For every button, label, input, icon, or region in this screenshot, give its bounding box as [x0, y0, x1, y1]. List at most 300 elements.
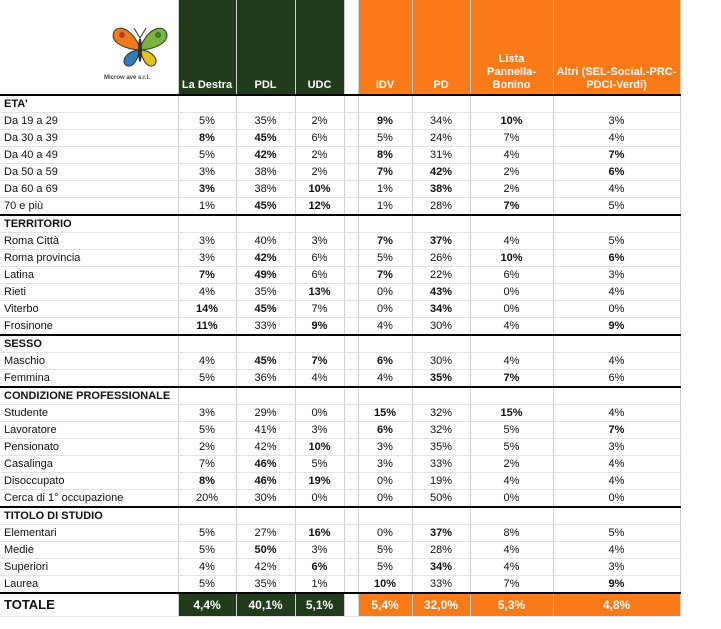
column-gap — [344, 147, 358, 164]
column-gap — [344, 215, 358, 233]
empty-cell — [295, 387, 344, 405]
total-value: 32,0% — [412, 593, 470, 617]
table-row — [0, 130, 680, 147]
value-cell: 2% — [295, 147, 344, 164]
empty-cell — [553, 507, 680, 525]
value-cell: 43% — [412, 284, 470, 301]
value-cell: 5% — [178, 576, 236, 594]
column-gap — [344, 318, 358, 336]
col-header-pdl: PDL — [236, 0, 295, 95]
value-cell: 3% — [178, 181, 236, 198]
value-cell: 42% — [236, 147, 295, 164]
row-label: Casalinga — [0, 456, 178, 473]
column-gap — [344, 113, 358, 130]
column-gap — [344, 95, 358, 113]
column-gap — [344, 164, 358, 181]
value-cell: 28% — [412, 198, 470, 216]
value-cell: 6% — [553, 250, 680, 267]
value-cell: 6% — [553, 164, 680, 181]
section-title: CONDIZIONE PROFESSIONALE — [0, 387, 178, 405]
value-cell: 6% — [358, 422, 412, 439]
empty-cell — [295, 507, 344, 525]
value-cell: 7% — [358, 233, 412, 250]
value-cell: 4% — [553, 542, 680, 559]
empty-cell — [412, 215, 470, 233]
value-cell: 35% — [412, 439, 470, 456]
value-cell: 38% — [236, 181, 295, 198]
logo-cell — [0, 0, 178, 95]
column-gap — [344, 456, 358, 473]
value-cell: 35% — [236, 113, 295, 130]
row-label: Viterbo — [0, 301, 178, 318]
total-value: 4,8% — [553, 593, 680, 617]
value-cell: 34% — [412, 301, 470, 318]
value-cell: 0% — [358, 490, 412, 508]
column-gap — [344, 559, 358, 576]
value-cell: 4% — [358, 318, 412, 336]
column-gap — [344, 130, 358, 147]
column-gap — [344, 473, 358, 490]
value-cell: 0% — [553, 301, 680, 318]
value-cell: 50% — [412, 490, 470, 508]
value-cell: 45% — [236, 301, 295, 318]
value-cell: 4% — [553, 284, 680, 301]
value-cell: 0% — [470, 301, 553, 318]
empty-cell — [470, 335, 553, 353]
value-cell: 1% — [358, 181, 412, 198]
value-cell: 4% — [470, 147, 553, 164]
value-cell: 41% — [236, 422, 295, 439]
value-cell: 5% — [553, 198, 680, 216]
value-cell: 3% — [295, 422, 344, 439]
empty-cell — [178, 507, 236, 525]
value-cell: 15% — [470, 405, 553, 422]
empty-cell — [178, 215, 236, 233]
value-cell: 4% — [470, 353, 553, 370]
row-label: Studente — [0, 405, 178, 422]
empty-cell — [178, 387, 236, 405]
empty-cell — [236, 95, 295, 113]
value-cell: 4% — [178, 284, 236, 301]
empty-cell — [412, 335, 470, 353]
value-cell: 30% — [412, 353, 470, 370]
empty-cell — [358, 507, 412, 525]
value-cell: 28% — [412, 542, 470, 559]
value-cell: 24% — [412, 130, 470, 147]
table-row — [0, 473, 680, 490]
value-cell: 12% — [295, 198, 344, 216]
column-gap — [344, 525, 358, 542]
empty-cell — [553, 95, 680, 113]
value-cell: 4% — [470, 318, 553, 336]
table-row — [0, 113, 680, 130]
value-cell: 5% — [178, 525, 236, 542]
value-cell: 37% — [412, 525, 470, 542]
value-cell: 37% — [412, 233, 470, 250]
value-cell: 3% — [553, 113, 680, 130]
value-cell: 4% — [470, 559, 553, 576]
value-cell: 7% — [358, 164, 412, 181]
row-label: Cerca di 1° occupazione — [0, 490, 178, 508]
value-cell: 7% — [178, 456, 236, 473]
table-row — [0, 233, 680, 250]
value-cell: 7% — [470, 130, 553, 147]
row-label: Roma Città — [0, 233, 178, 250]
value-cell: 5% — [470, 439, 553, 456]
column-gap — [344, 353, 358, 370]
value-cell: 22% — [412, 267, 470, 284]
value-cell: 5% — [470, 422, 553, 439]
total-value: 5,3% — [470, 593, 553, 617]
table-row — [0, 370, 680, 388]
value-cell: 0% — [553, 490, 680, 508]
value-cell: 29% — [236, 405, 295, 422]
value-cell: 9% — [553, 318, 680, 336]
row-label: Da 40 a 49 — [0, 147, 178, 164]
value-cell: 49% — [236, 267, 295, 284]
column-gap — [344, 439, 358, 456]
empty-cell — [295, 335, 344, 353]
value-cell: 2% — [470, 456, 553, 473]
total-label: TOTALE — [0, 593, 178, 617]
row-label: Femmina — [0, 370, 178, 388]
empty-cell — [553, 387, 680, 405]
column-gap — [344, 250, 358, 267]
value-cell: 5% — [178, 147, 236, 164]
table-row — [0, 456, 680, 473]
empty-cell — [553, 215, 680, 233]
value-cell: 1% — [178, 198, 236, 216]
value-cell: 14% — [178, 301, 236, 318]
empty-cell — [412, 387, 470, 405]
col-header-pd: PD — [412, 0, 470, 95]
value-cell: 3% — [553, 267, 680, 284]
value-cell: 10% — [358, 576, 412, 594]
value-cell: 11% — [178, 318, 236, 336]
value-cell: 5% — [295, 456, 344, 473]
value-cell: 38% — [236, 164, 295, 181]
value-cell: 8% — [470, 525, 553, 542]
empty-cell — [178, 335, 236, 353]
table-row — [0, 405, 680, 422]
value-cell: 33% — [412, 576, 470, 594]
column-gap — [344, 490, 358, 508]
table-row — [0, 439, 680, 456]
empty-cell — [295, 95, 344, 113]
value-cell: 7% — [295, 301, 344, 318]
col-header-lista-pannella-bonino: Lista Pannella- Bonino — [470, 0, 553, 95]
value-cell: 42% — [236, 559, 295, 576]
value-cell: 30% — [236, 490, 295, 508]
value-cell: 0% — [358, 284, 412, 301]
empty-cell — [236, 507, 295, 525]
section-header-row — [0, 95, 680, 113]
value-cell: 7% — [470, 576, 553, 594]
value-cell: 3% — [295, 233, 344, 250]
column-gap — [344, 233, 358, 250]
value-cell: 9% — [553, 576, 680, 594]
table-row — [0, 318, 680, 336]
value-cell: 4% — [553, 473, 680, 490]
table-row — [0, 147, 680, 164]
row-label: Medie — [0, 542, 178, 559]
section-header-row — [0, 507, 680, 525]
value-cell: 2% — [295, 113, 344, 130]
row-label: Da 50 a 59 — [0, 164, 178, 181]
value-cell: 0% — [295, 405, 344, 422]
empty-cell — [470, 95, 553, 113]
value-cell: 5% — [358, 130, 412, 147]
table-row — [0, 422, 680, 439]
value-cell: 3% — [553, 559, 680, 576]
empty-cell — [470, 507, 553, 525]
value-cell: 42% — [236, 439, 295, 456]
row-label: Frosinone — [0, 318, 178, 336]
row-label: Roma provincia — [0, 250, 178, 267]
value-cell: 1% — [358, 198, 412, 216]
value-cell: 2% — [470, 164, 553, 181]
value-cell: 26% — [412, 250, 470, 267]
col-header-altri: Altri (SEL-Social.-PRC- PDCI-Verdi) — [553, 0, 680, 95]
col-header-udc: UDC — [295, 0, 344, 95]
column-gap — [344, 284, 358, 301]
section-title: TITOLO DI STUDIO — [0, 507, 178, 525]
table-row — [0, 181, 680, 198]
section-title: TERRITORIO — [0, 215, 178, 233]
total-value: 5,4% — [358, 593, 412, 617]
table-row — [0, 576, 680, 594]
value-cell: 45% — [236, 353, 295, 370]
value-cell: 4% — [553, 456, 680, 473]
row-label: Pensionato — [0, 439, 178, 456]
table-row — [0, 164, 680, 181]
empty-cell — [236, 335, 295, 353]
value-cell: 13% — [295, 284, 344, 301]
value-cell: 6% — [295, 130, 344, 147]
value-cell: 5% — [358, 559, 412, 576]
value-cell: 4% — [553, 130, 680, 147]
value-cell: 4% — [178, 353, 236, 370]
column-gap — [344, 542, 358, 559]
table-row — [0, 525, 680, 542]
table-row — [0, 353, 680, 370]
value-cell: 7% — [295, 353, 344, 370]
column-gap — [344, 405, 358, 422]
value-cell: 4% — [553, 353, 680, 370]
table-row — [0, 559, 680, 576]
value-cell: 4% — [470, 233, 553, 250]
section-header-row — [0, 387, 680, 405]
total-value: 4,4% — [178, 593, 236, 617]
value-cell: 45% — [236, 198, 295, 216]
value-cell: 9% — [358, 113, 412, 130]
value-cell: 4% — [553, 181, 680, 198]
value-cell: 9% — [295, 318, 344, 336]
value-cell: 0% — [295, 490, 344, 508]
col-header-idv: IDV — [358, 0, 412, 95]
value-cell: 2% — [470, 181, 553, 198]
empty-cell — [358, 335, 412, 353]
row-label: 70 e più — [0, 198, 178, 216]
row-label: Elementari — [0, 525, 178, 542]
value-cell: 19% — [412, 473, 470, 490]
column-gap — [344, 370, 358, 388]
value-cell: 42% — [236, 250, 295, 267]
column-gap — [344, 576, 358, 594]
value-cell: 3% — [358, 439, 412, 456]
value-cell: 16% — [295, 525, 344, 542]
value-cell: 6% — [295, 267, 344, 284]
value-cell: 3% — [178, 164, 236, 181]
value-cell: 40% — [236, 233, 295, 250]
row-label: Da 30 a 39 — [0, 130, 178, 147]
value-cell: 5% — [553, 233, 680, 250]
empty-cell — [358, 95, 412, 113]
value-cell: 7% — [553, 147, 680, 164]
header-row — [0, 0, 680, 95]
row-label: Lavoratore — [0, 422, 178, 439]
value-cell: 3% — [178, 250, 236, 267]
value-cell: 36% — [236, 370, 295, 388]
column-gap — [344, 181, 358, 198]
value-cell: 42% — [412, 164, 470, 181]
value-cell: 5% — [178, 113, 236, 130]
empty-cell — [412, 507, 470, 525]
value-cell: 2% — [295, 164, 344, 181]
column-gap — [344, 301, 358, 318]
value-cell: 20% — [178, 490, 236, 508]
column-gap — [344, 0, 358, 95]
column-gap — [344, 335, 358, 353]
section-header-row — [0, 215, 680, 233]
value-cell: 1% — [295, 576, 344, 594]
value-cell: 4% — [553, 405, 680, 422]
value-cell: 10% — [295, 181, 344, 198]
value-cell: 8% — [358, 147, 412, 164]
section-header-row — [0, 335, 680, 353]
value-cell: 4% — [178, 559, 236, 576]
value-cell: 0% — [358, 473, 412, 490]
section-title: SESSO — [0, 335, 178, 353]
section-title: ETA' — [0, 95, 178, 113]
total-value: 5,1% — [295, 593, 344, 617]
value-cell: 5% — [178, 422, 236, 439]
value-cell: 6% — [358, 353, 412, 370]
empty-cell — [553, 335, 680, 353]
value-cell: 32% — [412, 422, 470, 439]
column-gap — [344, 507, 358, 525]
value-cell: 7% — [470, 370, 553, 388]
value-cell: 6% — [295, 559, 344, 576]
value-cell: 35% — [236, 576, 295, 594]
value-cell: 3% — [178, 405, 236, 422]
value-cell: 38% — [412, 181, 470, 198]
empty-cell — [358, 387, 412, 405]
value-cell: 3% — [295, 542, 344, 559]
value-cell: 6% — [470, 267, 553, 284]
value-cell: 6% — [295, 250, 344, 267]
value-cell: 0% — [470, 284, 553, 301]
row-label: Maschio — [0, 353, 178, 370]
column-gap — [344, 593, 358, 617]
column-gap — [344, 387, 358, 405]
value-cell: 5% — [553, 525, 680, 542]
table-row — [0, 542, 680, 559]
value-cell: 35% — [412, 370, 470, 388]
value-cell: 4% — [295, 370, 344, 388]
logo-text: Microw ave s.r.l. — [104, 75, 151, 81]
value-cell: 34% — [412, 559, 470, 576]
value-cell: 5% — [178, 370, 236, 388]
value-cell: 3% — [178, 233, 236, 250]
value-cell: 7% — [553, 422, 680, 439]
value-cell: 50% — [236, 542, 295, 559]
value-cell: 34% — [412, 113, 470, 130]
empty-cell — [358, 215, 412, 233]
row-label: Rieti — [0, 284, 178, 301]
value-cell: 3% — [358, 456, 412, 473]
empty-cell — [470, 387, 553, 405]
value-cell: 7% — [178, 267, 236, 284]
table-row — [0, 198, 680, 216]
value-cell: 4% — [358, 370, 412, 388]
row-label: Da 19 a 29 — [0, 113, 178, 130]
value-cell: 4% — [470, 473, 553, 490]
value-cell: 45% — [236, 130, 295, 147]
empty-cell — [295, 215, 344, 233]
value-cell: 10% — [470, 250, 553, 267]
table-row — [0, 301, 680, 318]
value-cell: 8% — [178, 473, 236, 490]
total-row — [0, 593, 680, 617]
value-cell: 4% — [470, 542, 553, 559]
value-cell: 33% — [236, 318, 295, 336]
value-cell: 8% — [178, 130, 236, 147]
value-cell: 0% — [470, 490, 553, 508]
table-row — [0, 284, 680, 301]
column-gap — [344, 422, 358, 439]
empty-cell — [470, 215, 553, 233]
row-label: Laurea — [0, 576, 178, 594]
value-cell: 5% — [358, 542, 412, 559]
value-cell: 30% — [412, 318, 470, 336]
row-label: Da 60 a 69 — [0, 181, 178, 198]
empty-cell — [236, 387, 295, 405]
value-cell: 7% — [358, 267, 412, 284]
value-cell: 35% — [236, 284, 295, 301]
value-cell: 19% — [295, 473, 344, 490]
col-header-la-destra: La Destra — [178, 0, 236, 95]
empty-cell — [178, 95, 236, 113]
row-label: Latina — [0, 267, 178, 284]
table-row — [0, 250, 680, 267]
value-cell: 46% — [236, 456, 295, 473]
value-cell: 27% — [236, 525, 295, 542]
value-cell: 0% — [358, 525, 412, 542]
value-cell: 10% — [295, 439, 344, 456]
row-label: Superiori — [0, 559, 178, 576]
value-cell: 3% — [553, 439, 680, 456]
value-cell: 31% — [412, 147, 470, 164]
value-cell: 5% — [178, 542, 236, 559]
value-cell: 2% — [178, 439, 236, 456]
row-label: Disoccupato — [0, 473, 178, 490]
total-value: 40,1% — [236, 593, 295, 617]
value-cell: 33% — [412, 456, 470, 473]
value-cell: 0% — [358, 301, 412, 318]
column-gap — [344, 267, 358, 284]
table-row — [0, 267, 680, 284]
